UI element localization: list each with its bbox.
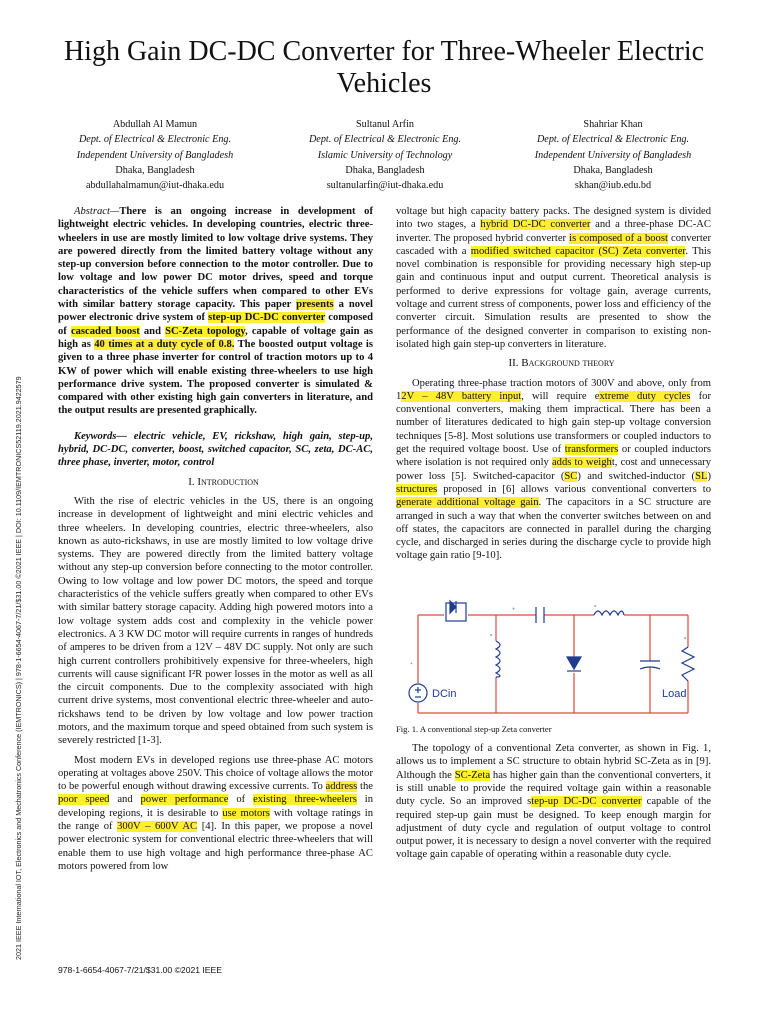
abstract-lead: Abstract— [74,206,120,217]
svg-text:°: ° [490,633,493,640]
section-heading-introduction: I. Introduction [188,475,259,488]
highlight: hybrid DC-DC converter [480,219,591,231]
author-university: Islamic University of Technology [317,149,453,161]
author-name: Abdullah Al Mamun [112,119,198,130]
highlight: xtreme duty cycles [599,390,691,402]
highlight: SC-Zeta [454,769,491,781]
author-dept: Dept. of Electrical & Electronic Eng. [308,134,462,146]
svg-text:°: ° [594,604,597,611]
author-email[interactable]: abdullahalmamun@iut-dhaka.edu [85,180,225,192]
highlight: SC [564,470,578,482]
author-email[interactable]: skhan@iub.edu.bd [574,180,652,192]
paper-title: High Gain DC-DC Converter for Three-Wheeler Electric Vehicles [63,36,705,99]
svg-text:+: + [512,606,516,613]
author-email[interactable]: sultanularfin@iut-dhaka.edu [326,180,444,192]
highlight: cascaded boost [70,325,140,337]
intro-paragraph-2: Most modern EVs in developed regions use three-phase AC motors operating at voltages above 250V. This choice of voltage allows the motor to be powerful enough without drawing excessive currents. To address the poor speed and power performance of existing three-wheelers in developing regions, it is desirable to use motors with voltage ratings in the range of 300V – 600V AC [4]. In this paper, we propose a novel power electronic system for conventional electric three-wheelers that will enable them to use high voltage and high performance three-phase AC motors powered from low [58,754,373,872]
highlight: use motors [222,807,270,819]
author-city: Dhaka, Bangladesh [573,164,653,176]
author-city: Dhaka, Bangladesh [345,164,425,176]
zeta-converter-circuit-figure [396,573,711,723]
background-paragraph-2: The topology of a conventional Zeta converter, as shown in Fig. 1, allows us to implement a SC structure to obtain hybrid SC-Zeta as in [9]. Although the SC-Zeta has higher gain than the conventional converters, it is still unable to provide the required voltage gain within a reasonable duty cycle. So an improved step-up DC-DC converter capable of the required step-up gain must be designed. To keep enough margin for adjustment of duty cycle and regulation of output voltage to control output power, it is necessary to design a novel converter with the required voltage gain capable of operating within a reasonable duty cycle. [396,743,711,861]
figure-caption: Fig. 1. A conventional step-up Zeta converter [396,723,552,734]
author-dept: Dept. of Electrical & Electronic Eng. [78,134,232,146]
highlight: adds to weigh [551,457,612,469]
keywords: Keywords— electric vehicle, EV, rickshaw, high gain, step-up, hybrid, DC-DC, converter, boost, switched capacitor, SC, zeta, DC-AC, three phase, inverter, motor, control [58,430,373,469]
highlight: is composed of a boost [569,232,668,244]
svg-text:+: + [410,661,413,667]
author-dept: Dept. of Electrical & Electronic Eng. [536,134,690,146]
right-paragraph-1: voltage but high capacity battery packs. The designed system is divided into two stages, a hybrid DC-DC converter and a three-phase DC-AC inverter. The proposed hybrid converter is composed of a boost converter cascaded with a modified switched capacitor (SC) Zeta converter. This novel combination is responsible for providing necessary high step-up gain and continuous input and output current. Theoretical analysis is performed to derive expressions for voltage gain, average currents, voltage and current stress of components, power loss and efficiency of the converter circuit. Simulation results are presented to show the performance of the designed converter in comparison to existing non-isolated high gain step-up converters in literature. [396,206,711,350]
highlight: tep-up DC-DC converter [531,796,642,808]
load-label: Load [662,687,687,700]
author-2 [270,117,500,193]
highlight: SL [695,470,708,482]
doi-sidebar [14,240,26,960]
doi-sidebar-text: 2021 IEEE International IOT, Electronics and Mechatronics Conference (IEMTRONICS) | 978-1-6654-4067-7/21/$31.00 ©2021 IEEE | DOI: 10.1109/IEMTRONICS52119.2021.9422579 [14,376,23,960]
svg-text:°: ° [684,636,687,643]
highlight: presents [296,299,334,311]
author-university: Independent University of Bangladesh [76,149,234,161]
highlight: power performance [140,794,229,806]
highlight: 40 times at a duty cycle of 0.8. [94,338,235,350]
highlight: 300V – 600V AC [117,821,198,833]
highlight: existing three-wheelers [253,794,357,806]
dcin-label: DCin [432,687,457,700]
highlight: generate additional voltage gain [396,497,539,509]
abstract: Abstract—There is an ongoing increase in development of lightweight electric vehicles. In developing countries, electric three-wheelers in use are mostly limited to low voltage drive systems. They are powered directly from the limited battery voltage without any step-up conversion before connection to the motor controller. Due to low voltage and low power DC motor drives, speed and torque characteristics of the vehicle suffers when compared to other EVs with similar battery storage capacity. This paper presents a novel power electronic drive system of step-up DC-DC converter composed of cascaded boost and SC-Zeta topology, capable of voltage gain as high as 40 times at a duty cycle of 0.8. The boosted output voltage is given to a three phase inverter for control of traction motors up to 4 KW of power which will enable existing three-wheelers to use high performance drive system. The proposed converter is simulated & compared with other existing high gain converters in literature, and the output results are presented graphically. [58,206,373,417]
highlight: poor speed [58,794,110,806]
author-city: Dhaka, Bangladesh [115,164,195,176]
highlight: step-up DC-DC converter [208,312,326,324]
highlight: modified switched capacitor (SC) Zeta converter [470,245,686,257]
right-column [396,205,711,862]
author-block [40,117,730,193]
background-paragraph-1: Operating three-phase traction motors of 300V and above, only from 12V – 48V battery input, will require extreme duty cycles for conventional converters, making them impractical. There has been a number of literatures dedicated to high gain step-up voltage conversion techniques [5-8]. Most solutions use transformers or coupled inductors to get the required voltage boost. Use of transformers or coupled inductors where isolation is not required only adds to weight, cost and unnecessary power loss [5]. Switched-capacitor (SC) and switched-inductor (SL) structures proposed in [6] allows various conventional converters to generate additional voltage gain. The capacitors in a SC structure are arranged in such a way that when the converter switches between on and off states, the capacitors are connected in parallel during the charging cycle, and discharged in series during the discharge cycle to provide high voltage gain ratio [9-10]. [396,377,712,562]
author-name: Shahriar Khan [583,119,643,130]
highlight: 2V – 48V battery input [401,390,522,402]
intro-paragraph-1: With the rise of electric vehicles in the US, there is an ongoing increase in development of lightweight and mini electric vehicles and three wheelers. In developing countries, electric three-wheelers, also known as auto-rickshaws, in use are mostly limited to low voltage drive systems. They are powered directly from the limited battery voltage without any step-up conversion before connecting to the motor controller. Owing to low voltage and low power DC motors, the speed and torque characteristics of the vehicle suffers greatly when compared to other EVs with similar battery storage capacity. Adding high powered motors into a low voltage system adds cost and complexity in the vehicle power electronics. A 3 KW DC motor will require currents in ranges of hundreds of amperes to be driven from a 12V – 48V DC supply. Not only are such high current controllers prohibitively expensive for three-wheelers, high currents will cause significant I²R power losses in the motor as well as all the circuit components. Due to the complexity associated with high current drive systems, most conventional electric three-wheeler and auto-rickshaws tend to be driven by low voltage and low power traction motors, and the maximum torque and speed obtained from such system is severely restricted [1-3]. [58,495,373,747]
circuit-diagram [396,573,711,723]
page-footer: 978-1-6654-4067-7/21/$31.00 ©2021 IEEE [58,965,223,975]
section-heading-background: II. Background theory [508,357,615,370]
highlight: address [325,781,358,793]
highlight: SC-Zeta topology [165,325,246,337]
author-3 [498,117,728,193]
author-university: Independent University of Bangladesh [534,149,692,161]
author-1 [40,117,270,193]
author-name: Sultanul Arfin [355,119,414,130]
highlight: transformers [564,444,619,456]
highlight: structures [396,483,438,495]
left-column [58,205,373,873]
